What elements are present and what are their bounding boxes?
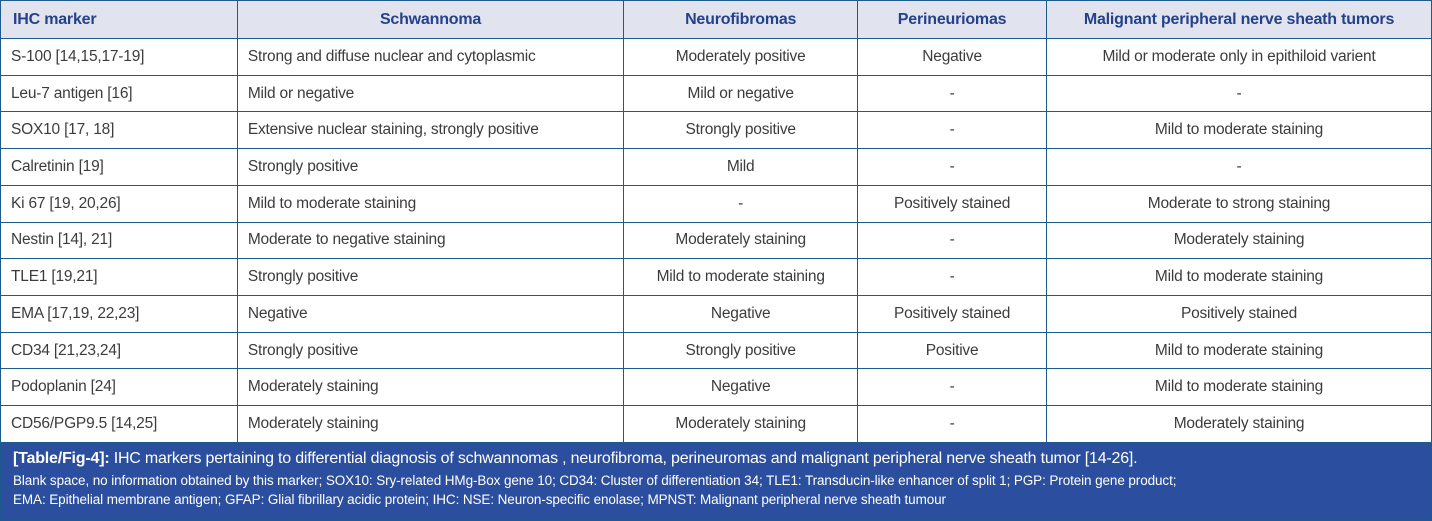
table-body [1,39,1432,443]
header-row [1,1,1432,39]
cell-schwannoma: Strongly positive [237,332,623,369]
cell-mpnst: Mild to moderate staining [1047,332,1432,369]
cell-ihc-marker: TLE1 [19,21] [1,259,238,296]
cell-perineuriomas: - [858,369,1047,406]
cell-mpnst: Moderate to strong staining [1047,185,1432,222]
cell-schwannoma: Moderate to negative staining [237,222,623,259]
cell-ihc-marker: Calretinin [19] [1,149,238,186]
cell-neurofibromas: Mild [624,149,858,186]
cell-schwannoma: Negative [237,296,623,333]
cell-perineuriomas: - [858,75,1047,112]
caption-title [13,450,1419,468]
table-row [1,112,1432,149]
cell-schwannoma: Strongly positive [237,259,623,296]
cell-ihc-marker: Ki 67 [19, 20,26] [1,185,238,222]
cell-schwannoma: Moderately staining [237,369,623,406]
cell-neurofibromas: Negative [624,369,858,406]
cell-neurofibromas: Moderately staining [624,222,858,259]
cell-perineuriomas: Positively stained [858,296,1047,333]
table-row [1,296,1432,333]
column-header-schwannoma: Schwannoma [237,1,623,39]
cell-perineuriomas: Positive [858,332,1047,369]
column-header-ihc-marker: IHC marker [1,1,238,39]
column-header-mpnst: Malignant peripheral nerve sheath tumors [1047,1,1432,39]
cell-ihc-marker: Nestin [14], 21] [1,222,238,259]
cell-mpnst: Mild to moderate staining [1047,112,1432,149]
table-row [1,185,1432,222]
caption-label: [Table/Fig-4]: [13,450,110,467]
cell-neurofibromas: Strongly positive [624,332,858,369]
table-row [1,259,1432,296]
cell-schwannoma: Moderately staining [237,406,623,443]
cell-neurofibromas: Mild or negative [624,75,858,112]
cell-neurofibromas: Moderately staining [624,406,858,443]
cell-neurofibromas: - [624,185,858,222]
table-row [1,369,1432,406]
cell-ihc-marker: CD56/PGP9.5 [14,25] [1,406,238,443]
cell-neurofibromas: Strongly positive [624,112,858,149]
cell-perineuriomas: - [858,149,1047,186]
table-row [1,39,1432,76]
cell-mpnst: Mild to moderate staining [1047,369,1432,406]
cell-mpnst: Moderately staining [1047,406,1432,443]
table-row [1,75,1432,112]
cell-ihc-marker: SOX10 [17, 18] [1,112,238,149]
cell-neurofibromas: Negative [624,296,858,333]
cell-perineuriomas: Negative [858,39,1047,76]
cell-schwannoma: Extensive nuclear staining, strongly positive [237,112,623,149]
cell-schwannoma: Mild or negative [237,75,623,112]
cell-perineuriomas: Positively stained [858,185,1047,222]
caption-title-text: IHC markers pertaining to differential diagnosis of schwannomas , neurofibroma, perineuromas and malignant peripheral nerve sheath tumor [14-26]. [109,450,1138,467]
column-header-neurofibromas: Neurofibromas [624,1,858,39]
cell-mpnst: Positively stained [1047,296,1432,333]
cell-ihc-marker: Leu-7 antigen [16] [1,75,238,112]
column-header-perineuriomas: Perineuriomas [858,1,1047,39]
cell-mpnst: Moderately staining [1047,222,1432,259]
figure-caption [0,443,1432,521]
cell-perineuriomas: - [858,406,1047,443]
cell-mpnst: Mild to moderate staining [1047,259,1432,296]
table-row [1,222,1432,259]
cell-mpnst: - [1047,75,1432,112]
table-row [1,332,1432,369]
cell-ihc-marker: EMA [17,19, 22,23] [1,296,238,333]
cell-ihc-marker: CD34 [21,23,24] [1,332,238,369]
cell-mpnst: Mild or moderate only in epithiloid varient [1047,39,1432,76]
cell-perineuriomas: - [858,222,1047,259]
cell-neurofibromas: Mild to moderate staining [624,259,858,296]
caption-note-line2: EMA: Epithelial membrane antigen; GFAP: Glial fibrillary acidic protein; IHC: NSE: Neuron-specific enolase; MPNST: Malignant peripheral nerve sheath tumour [13,492,946,508]
table-header [1,1,1432,39]
table-row [1,406,1432,443]
cell-schwannoma: Strongly positive [237,149,623,186]
caption-note-line1: Blank space, no information obtained by this marker; SOX10: Sry-related HMg-Box gene 10; CD34: Cluster of differentiation 34; TLE1: Transducin-like enhancer of split 1; PGP: Protein gene product; [13,473,1177,488]
cell-mpnst: - [1047,149,1432,186]
cell-perineuriomas: - [858,112,1047,149]
cell-perineuriomas: - [858,259,1047,296]
table-row [1,149,1432,186]
cell-ihc-marker: S-100 [14,15,17-19] [1,39,238,76]
cell-schwannoma: Mild to moderate staining [237,185,623,222]
cell-neurofibromas: Moderately positive [624,39,858,76]
cell-schwannoma: Strong and diffuse nuclear and cytoplasmic [237,39,623,76]
cell-ihc-marker: Podoplanin [24] [1,369,238,406]
